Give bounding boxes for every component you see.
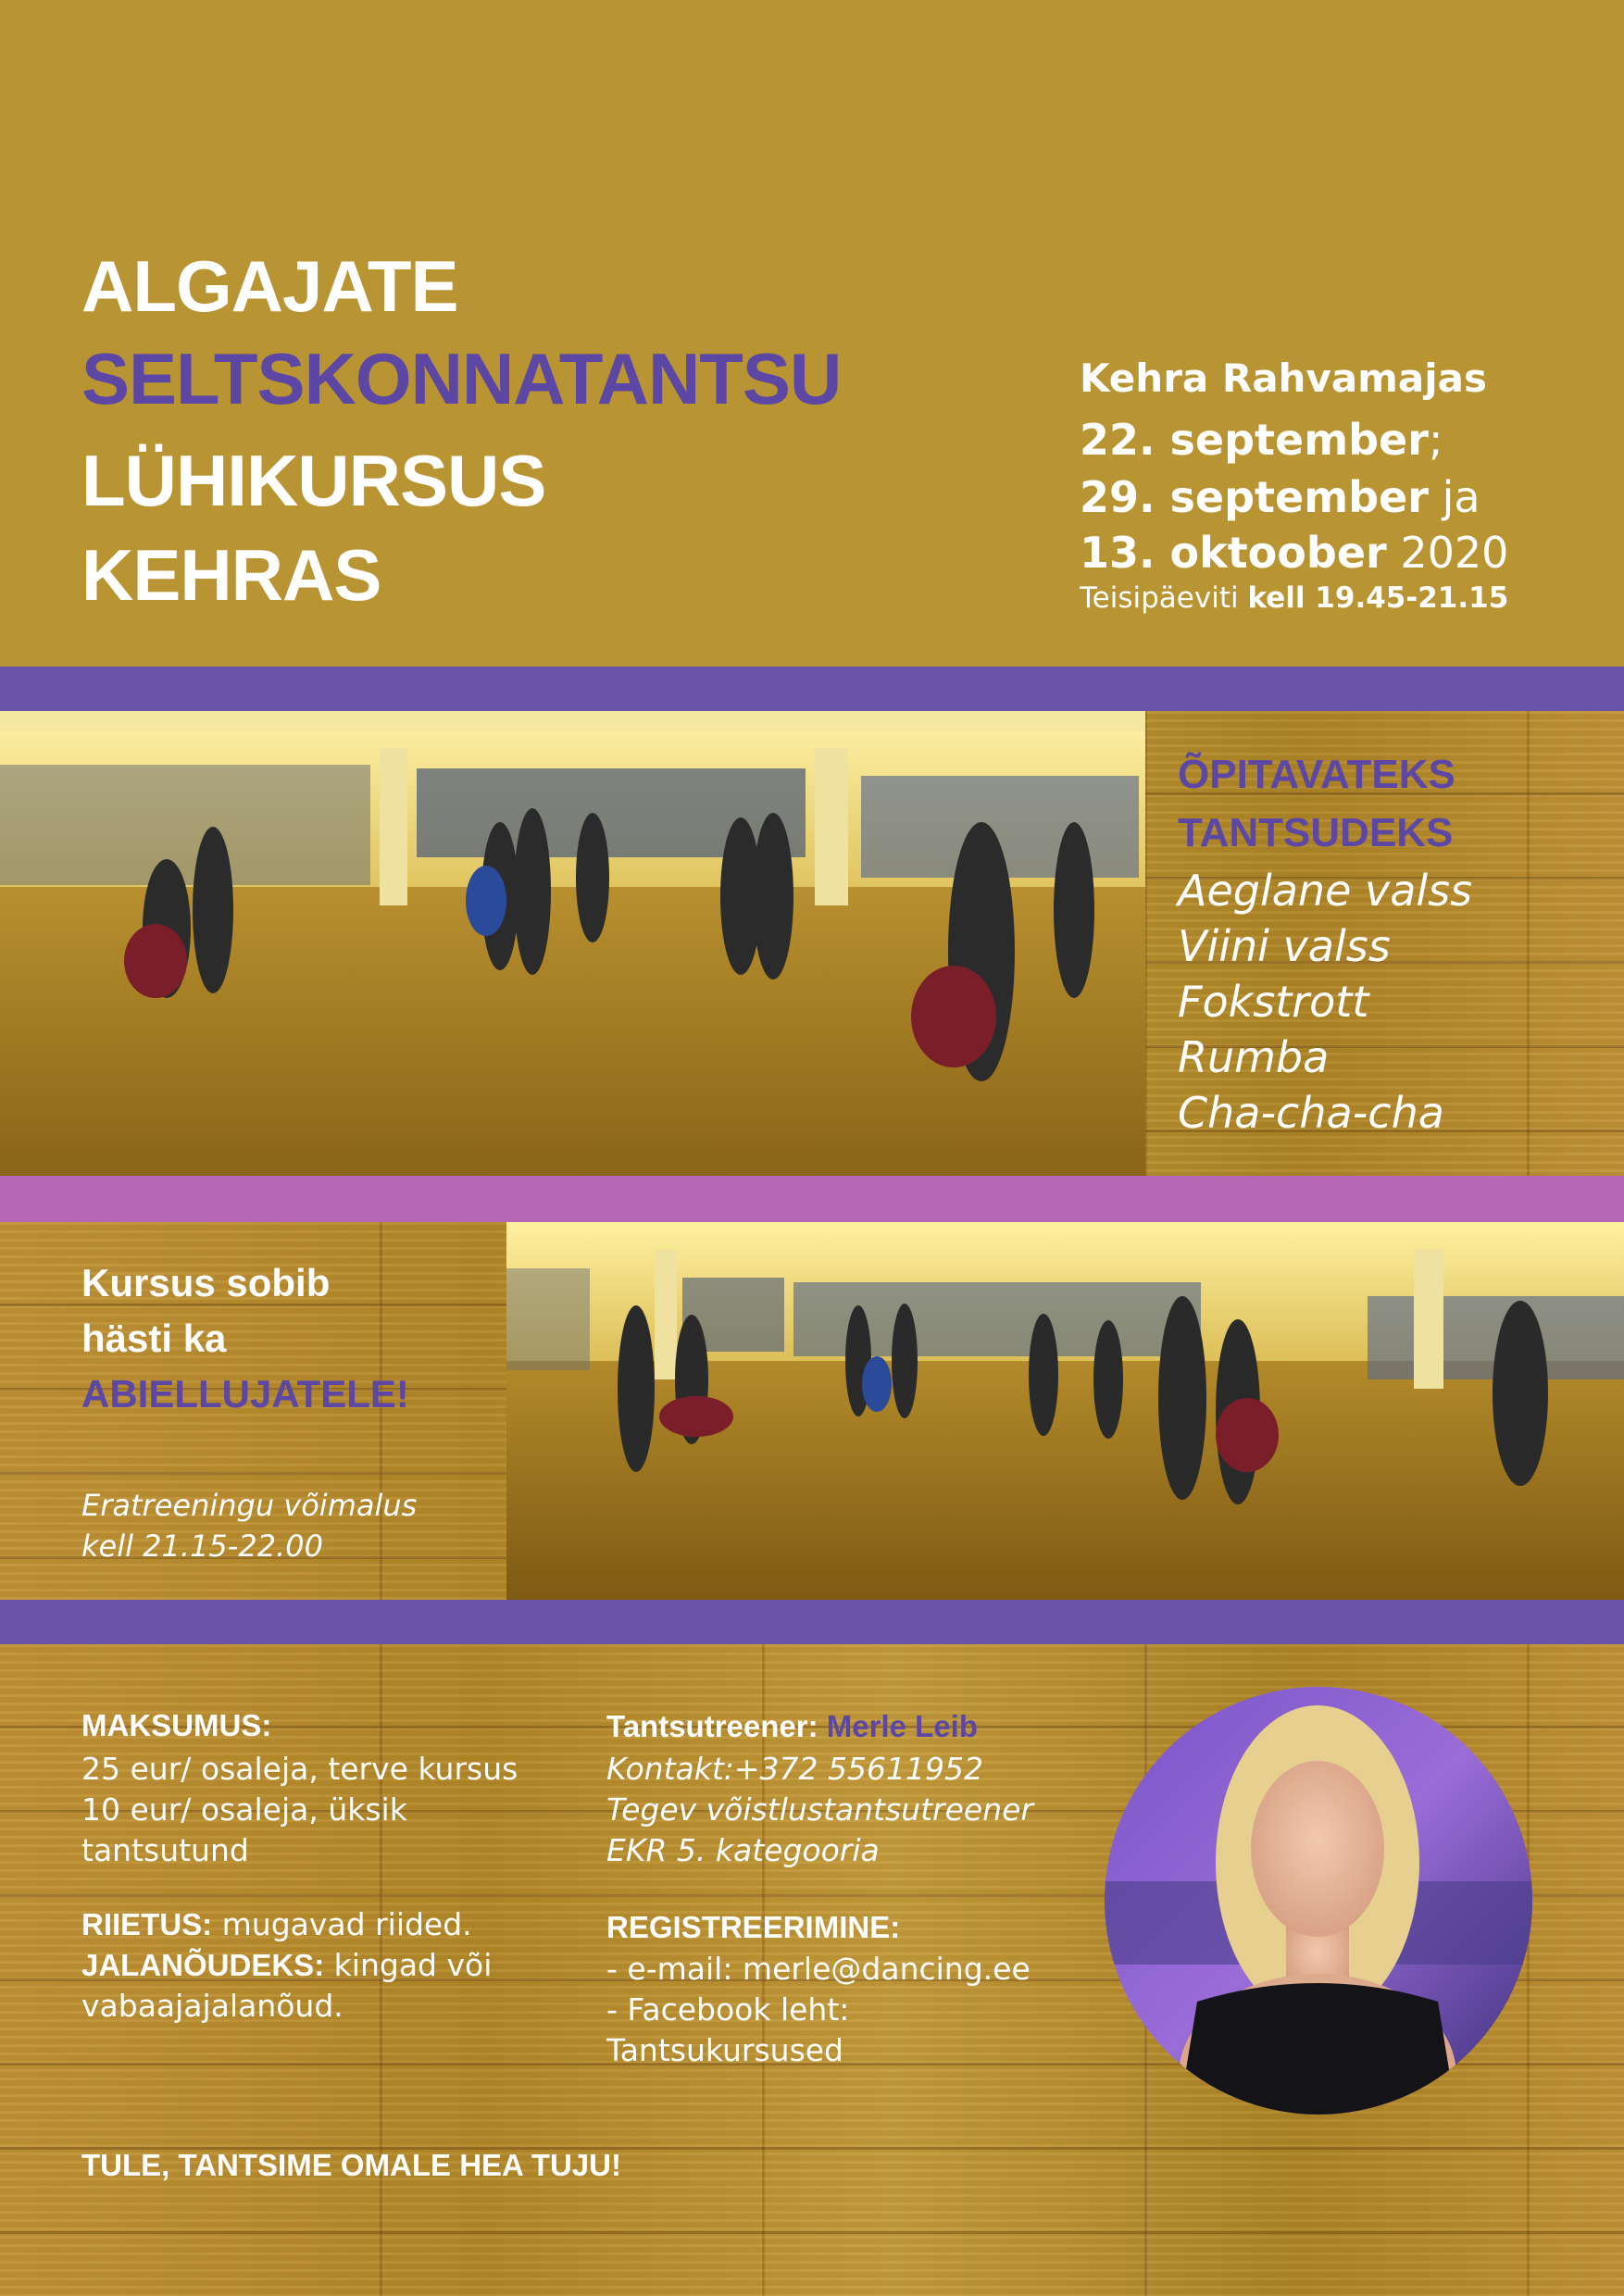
date-1-text: 22. september bbox=[1080, 415, 1429, 465]
date-3 bbox=[1080, 528, 1508, 578]
dance-item: Aeglane valss bbox=[1178, 866, 1473, 916]
trainer-line bbox=[606, 1708, 978, 1744]
date-3-text: 13. oktoober bbox=[1080, 528, 1387, 578]
date-2-suffix: ja bbox=[1428, 472, 1480, 522]
trainer-label: Tantsutreener: bbox=[606, 1709, 827, 1743]
dance-item: Fokstrott bbox=[1178, 977, 1369, 1027]
schedule bbox=[1080, 581, 1508, 615]
private-training-line-2: kell 21.15-22.00 bbox=[81, 1529, 323, 1564]
pricing-line-3: tantsutund bbox=[81, 1832, 249, 1868]
trainer-desc-1: Tegev võistlustantsutreener bbox=[606, 1791, 1033, 1828]
title-line-4: KEHRAS bbox=[81, 534, 381, 616]
registration-facebook-2: Tantsukursused bbox=[606, 2032, 844, 2068]
title-line-2: SELTSKONNATANTSU bbox=[81, 338, 842, 419]
title-line-1: ALGAJATE bbox=[81, 245, 458, 327]
date-2 bbox=[1080, 472, 1480, 522]
wedding-line-1: Kursus sobib bbox=[81, 1261, 331, 1304]
private-training-line-1: Eratreeningu võimalus bbox=[81, 1488, 418, 1523]
trainer-name: Merle Leib bbox=[826, 1709, 978, 1743]
clothing-line bbox=[81, 1906, 472, 1942]
date-1-suffix: ; bbox=[1428, 415, 1443, 465]
dance-hall-photo-1 bbox=[0, 711, 1145, 1176]
title-line-3: LÜHIKURSUS bbox=[81, 440, 546, 521]
date-2-text: 29. september bbox=[1080, 472, 1429, 522]
registration-facebook-1: - Facebook leht: bbox=[606, 1991, 850, 2028]
pricing-line-2: 10 eur/ osaleja, üksik bbox=[81, 1791, 407, 1828]
divider-band-2 bbox=[0, 1176, 1624, 1222]
dance-item: Viini valss bbox=[1178, 921, 1391, 971]
dances-heading-1: ÕPITAVATEKS bbox=[1178, 752, 1455, 797]
dances-heading-2: TANTSUDEKS bbox=[1178, 810, 1454, 855]
clothing-value: mugavad riided. bbox=[212, 1906, 472, 1942]
footer-slogan: TULE, TANTSIME OMALE HEA TUJU! bbox=[81, 2148, 621, 2182]
weekday-label: Teisipäeviti bbox=[1080, 581, 1248, 615]
dance-hall-photo-2 bbox=[506, 1222, 1624, 1600]
date-3-suffix: 2020 bbox=[1386, 528, 1509, 578]
trainer-portrait bbox=[1105, 1687, 1532, 2115]
date-1 bbox=[1080, 415, 1443, 465]
venue: Kehra Rahvamajas bbox=[1080, 356, 1488, 401]
divider-band-3 bbox=[0, 1600, 1624, 1644]
trainer-contact: Kontakt:+372 55611952 bbox=[606, 1751, 983, 1787]
registration-email: - e-mail: merle@dancing.ee bbox=[606, 1951, 1031, 1987]
pricing-line-1: 25 eur/ osaleja, terve kursus bbox=[81, 1751, 518, 1787]
registration-heading: REGISTREERIMINE: bbox=[606, 1910, 901, 1944]
shoes-line bbox=[81, 1947, 492, 1983]
clothing-label: RIIETUS: bbox=[81, 1907, 213, 1941]
wedding-line-3: ABIELLUJATELE! bbox=[81, 1372, 409, 1416]
wedding-line-2: hästi ka bbox=[81, 1316, 227, 1360]
divider-band-1 bbox=[0, 667, 1624, 711]
pricing-heading: MAKSUMUS: bbox=[81, 1708, 272, 1742]
shoes-line-2: vabaajajalanõud. bbox=[81, 1988, 344, 2024]
time-label: kell 19.45-21.15 bbox=[1247, 581, 1509, 615]
shoes-value: kingad või bbox=[324, 1947, 493, 1983]
dance-item: Cha-cha-cha bbox=[1178, 1088, 1444, 1138]
trainer-desc-2: EKR 5. kategooria bbox=[606, 1832, 880, 1868]
dance-item: Rumba bbox=[1178, 1032, 1330, 1082]
shoes-label: JALANÕUDEKS: bbox=[81, 1948, 325, 1982]
